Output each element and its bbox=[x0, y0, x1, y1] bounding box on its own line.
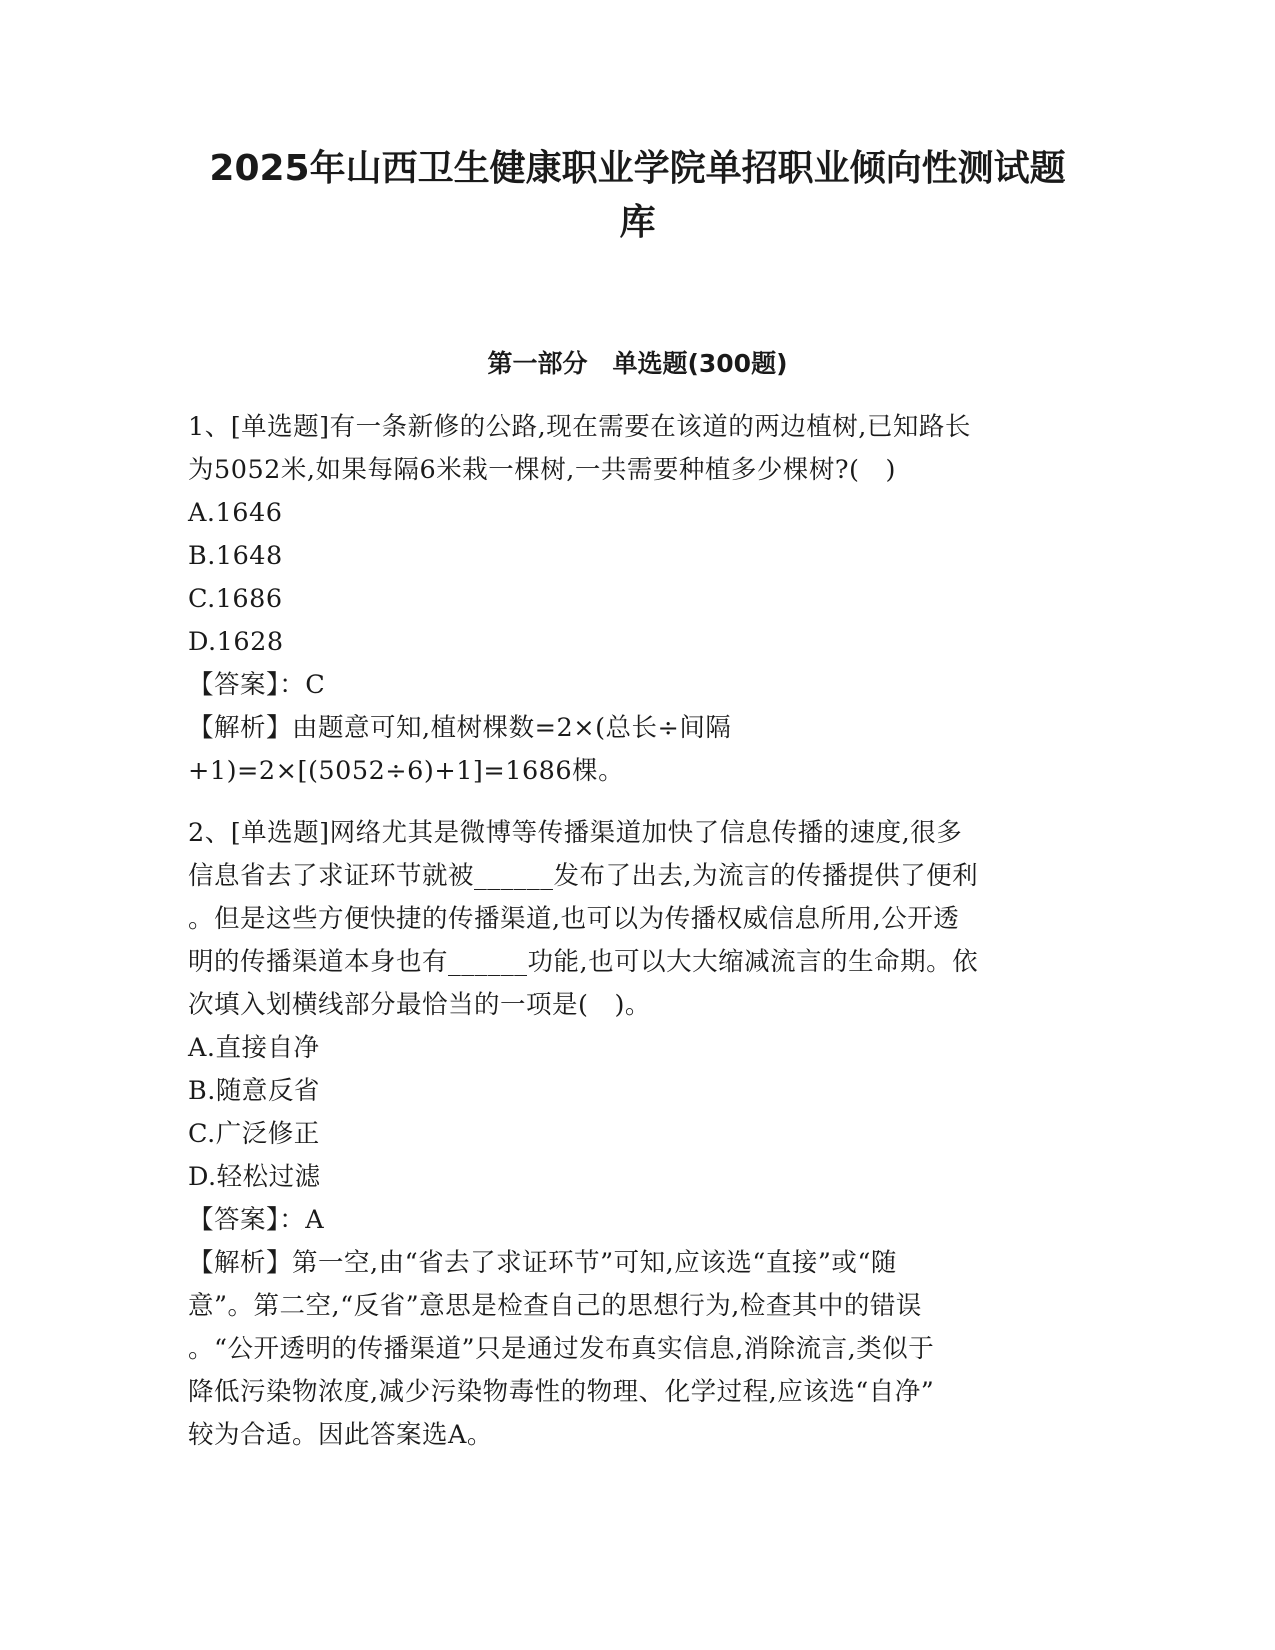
analysis-line: +1)=2×[(5052÷6)+1]=1686棵。 bbox=[188, 756, 625, 786]
analysis-line: 。“公开透明的传播渠道”只是通过发布真实信息,消除流言,类似于 bbox=[188, 1334, 935, 1364]
section-heading: 第一部分 单选题(300题) bbox=[487, 349, 788, 378]
analysis-line: 较为合适。因此答案选A。 bbox=[188, 1420, 493, 1450]
question-stem-line: 次填入划横线部分最恰当的一项是( )。 bbox=[188, 990, 651, 1020]
option-c: C.广泛修正 bbox=[188, 1119, 320, 1149]
document-title bbox=[180, 142, 1095, 250]
question-stem-line: 为5052米,如果每隔6米栽一棵树,一共需要种植多少棵树?( ) bbox=[188, 455, 896, 485]
option-d: D.1628 bbox=[188, 627, 284, 657]
option-c: C.1686 bbox=[188, 584, 283, 614]
question-2 bbox=[188, 812, 1093, 1457]
option-a: A.1646 bbox=[188, 498, 283, 528]
option-b: B.1648 bbox=[188, 541, 283, 571]
question-stem-line: 2、[单选题]网络尤其是微博等传播渠道加快了信息传播的速度,很多 bbox=[188, 818, 963, 848]
analysis-line: 【解析】第一空,由“省去了求证环节”可知,应该选“直接”或“随 bbox=[188, 1248, 897, 1278]
question-stem-line: 1、[单选题]有一条新修的公路,现在需要在该道的两边植树,已知路长 bbox=[188, 412, 971, 442]
analysis-line: 【解析】由题意可知,植树棵数=2×(总长÷间隔 bbox=[188, 713, 732, 743]
question-1 bbox=[188, 406, 1093, 793]
analysis-line: 降低污染物浓度,减少污染物毒性的物理、化学过程,应该选“自净” bbox=[188, 1377, 935, 1407]
question-stem-line: 信息省去了求证环节就被______发布了出去,为流言的传播提供了便利 bbox=[188, 861, 979, 891]
answer-line: 【答案】：A bbox=[188, 1205, 325, 1235]
option-a: A.直接自净 bbox=[188, 1033, 320, 1063]
title-line-2: 库 bbox=[619, 202, 656, 243]
question-stem-line: 。但是这些方便快捷的传播渠道,也可以为传播权威信息所用,公开透 bbox=[188, 904, 960, 934]
title-line-1: 2025年山西卫生健康职业学院单招职业倾向性测试题 bbox=[209, 148, 1066, 189]
answer-line: 【答案】：C bbox=[188, 670, 326, 700]
option-b: B.随意反省 bbox=[188, 1076, 320, 1106]
option-d: D.轻松过滤 bbox=[188, 1162, 321, 1192]
question-stem-line: 明的传播渠道本身也有______功能,也可以大大缩减流言的生命期。依 bbox=[188, 947, 979, 977]
analysis-line: 意”。第二空,“反省”意思是检查自己的思想行为,检查其中的错误 bbox=[188, 1291, 922, 1321]
